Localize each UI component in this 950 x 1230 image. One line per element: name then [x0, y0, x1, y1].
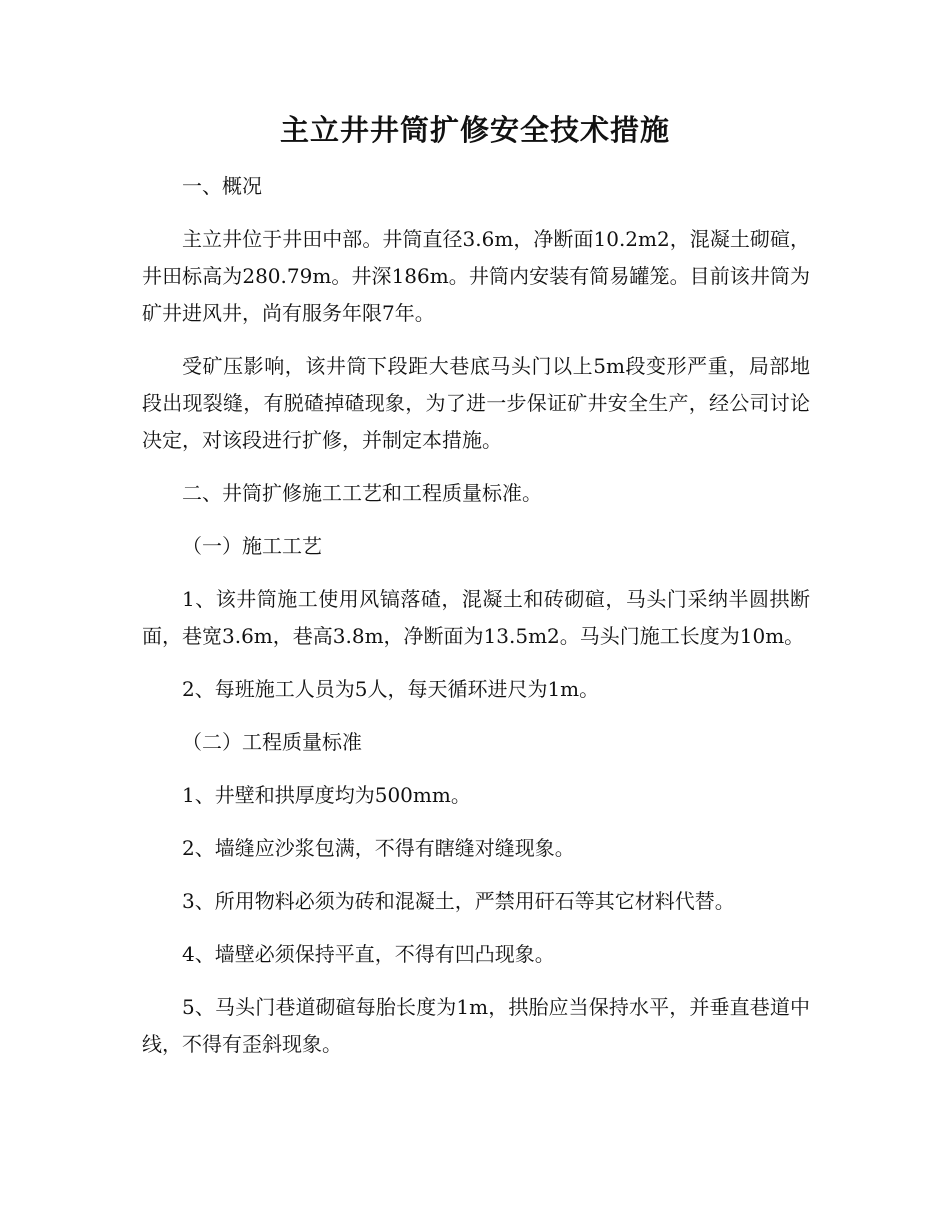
- paragraph-quality-item-5: 5、马头门巷道砌碹每胎长度为1m，拱胎应当保持水平，并垂直巷道中线，不得有歪斜现象。: [142, 995, 810, 1056]
- section-heading-construction-standards: 二、井筒扩修施工工艺和工程质量标准。: [182, 481, 542, 505]
- paragraph-quality-item-1: 1、井壁和拱厚度均为500mm。: [182, 783, 471, 807]
- paragraph-quality-item-4: 4、墙壁必须保持平直，不得有凹凸现象。: [182, 942, 555, 966]
- subsection-heading-quality-standards: （二）工程质量标准: [182, 730, 362, 754]
- document-body: [142, 168, 810, 1063]
- subsection-heading-process: （一）施工工艺: [182, 534, 322, 558]
- paragraph-process-item-1: 1、该井筒施工使用风镐落碴，混凝土和砖砌碹，马头门采纳半圆拱断面，巷宽3.6m，巷高3.8m，净断面为13.5m2。马头门施工长度为10m。: [142, 587, 810, 648]
- paragraph-quality-item-3: 3、所用物料必须为砖和混凝土，严禁用矸石等其它材料代替。: [182, 889, 735, 913]
- paragraph-quality-item-2: 2、墙缝应沙浆包满，不得有瞎缝对缝现象。: [182, 836, 575, 860]
- paragraph-shaft-description: 主立井位于井田中部。井筒直径3.6m，净断面10.2m2，混凝土砌碹，井田标高为280.79m。井深186m。井筒内安装有简易罐笼。目前该井筒为矿井进风井，尚有服务年限7年。: [142, 227, 810, 325]
- document-title: 主立井井筒扩修安全技术措施: [279, 113, 670, 147]
- paragraph-deformation-reason: 受矿压影响，该井筒下段距大巷底马头门以上5m段变形严重，局部地段出现裂缝，有脱碴掉碴现象，为了进一步保证矿井安全生产，经公司讨论决定，对该段进行扩修，并制定本措施。: [142, 354, 810, 452]
- section-heading-overview: 一、概况: [182, 174, 262, 198]
- paragraph-process-item-2: 2、每班施工人员为5人，每天循环进尺为1m。: [182, 677, 600, 701]
